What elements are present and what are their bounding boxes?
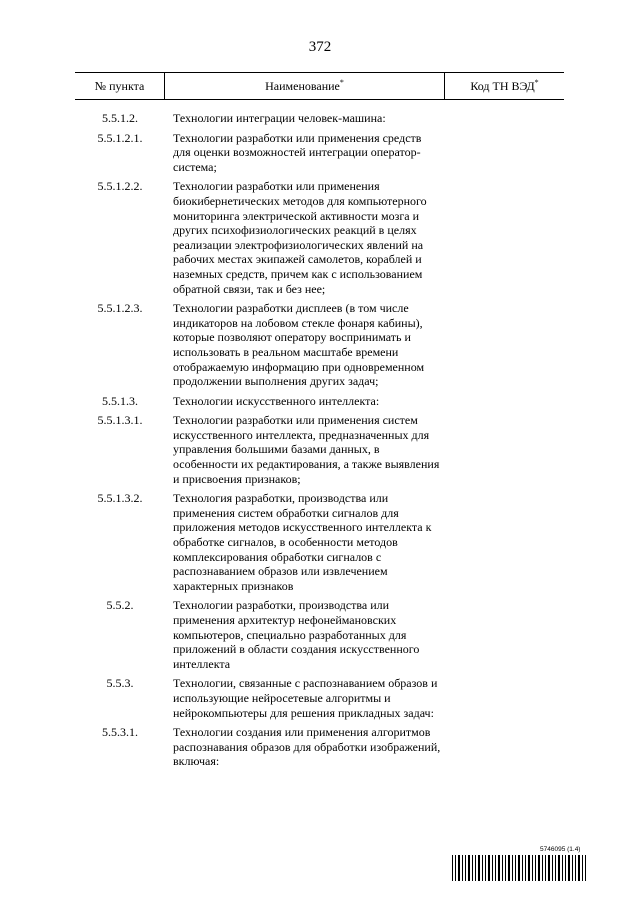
table-row [75,179,564,296]
item-number: 5.5.1.2.1. [97,130,143,145]
item-number: 5.5.1.2. [102,111,138,125]
item-number: 5.5.1.3.1. [97,413,143,428]
item-number: 5.5.3.1. [102,725,138,740]
column-header-number [75,73,165,99]
item-name: Технологии разработки дисплеев (в том числе индикаторов на лобовом стекле фонаря кабины), которые позволяют оператору воспринимать и использовать в реальном масштабе времени отображаемую информацию при одновременном продолжении выполнения других задач; [173,301,425,389]
column-header-code-label: Код ТН ВЭД [470,79,535,93]
item-number: 5.5.2. [106,598,134,613]
item-number: 5.5.1.2.3. [97,301,143,316]
table-row [75,111,564,126]
footnote-mark: * [534,78,539,87]
table-row [75,491,564,593]
table-row [75,131,564,175]
item-number: 5.5.1.2.2. [97,179,143,194]
barcode-icon [452,855,588,881]
barcode-label: 5746095 (1.4) [540,846,581,853]
table-body [75,111,564,774]
column-header-name-label: Наименование [265,79,340,93]
footnote-mark: * [339,78,344,87]
item-name: Технологии разработки или применения биокибернетических методов для компьютерного мониторинга электрической активности мозга и других психофизиологических реакций в целях реализации электрофизиологических явлений на рабочих местах экипажей самолетов, кораблей и наземных средств, причем как с использованием обратной связи, так и без нее; [173,179,427,296]
page-number: 372 [308,39,332,55]
item-name: Технологии разработки, производства или применения архитектур нефонеймановских компьютеров, специально разработанных для приложений в области создания искусственного интеллекта [173,598,420,671]
table-header [75,72,564,100]
column-header-name [165,73,445,99]
table-row [75,301,564,389]
item-name: Технологии, связанные с распознаванием образов и использующие нейросетевые алгоритмы и нейрокомпьютеры для решения прикладных задач: [173,676,438,720]
item-name: Технология разработки, производства или применения систем обработки сигналов для приложения методов искусственного интеллекта к обработке сигналов, в особенности методов комплексирования обработки сигналов с распознаванием образов или извлечением характерных признаков [173,491,432,593]
item-name: Технологии искусственного интеллекта: [173,393,380,408]
table-row [75,413,564,486]
table-row [75,598,564,671]
table-row [75,725,564,769]
column-header-number-label: № пункта [94,79,145,93]
item-number: 5.5.3. [106,676,134,691]
table-row [75,394,564,409]
item-number: 5.5.1.3. [102,393,138,408]
table-row [75,676,564,720]
column-header-code [445,73,564,99]
item-number: 5.5.1.3.2. [97,491,143,506]
item-name: Технологии интеграции человек-машина: [173,111,386,125]
item-name: Технологии создания или применения алгоритмов распознавания образов для обработки изображений, включая: [173,725,441,769]
item-name: Технологии разработки или применения систем искусственного интеллекта, предназначенных для управления большими базами данных, в особенности их редактирования, а также выявления и присвоения признаков; [173,413,440,486]
item-name: Технологии разработки или применения средств для оценки возможностей интеграции оператор-система; [173,130,422,174]
